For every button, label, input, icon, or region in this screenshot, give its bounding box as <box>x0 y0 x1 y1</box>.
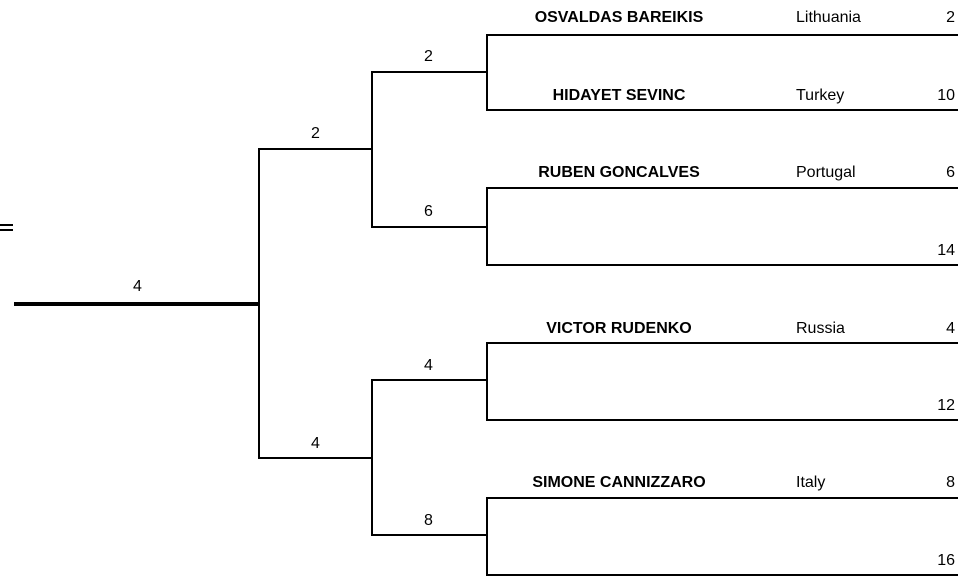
player-name-3: RUBEN GONCALVES <box>538 164 700 181</box>
round3-label-2: 4 <box>311 435 320 452</box>
edge-mark-bottom <box>0 229 13 231</box>
r2-line-2 <box>373 226 488 228</box>
slot-line-7 <box>488 497 958 499</box>
player-country-1: Lithuania <box>796 9 861 26</box>
player-seed-3: 6 <box>946 164 955 181</box>
connector-r1-4 <box>486 497 488 576</box>
round2-label-2: 6 <box>424 203 433 220</box>
r3-line-2 <box>259 457 373 459</box>
player-seed-4: 14 <box>937 242 955 259</box>
final-label: 4 <box>133 278 142 295</box>
player-country-2: Turkey <box>796 87 845 104</box>
r3-line-1 <box>259 148 373 150</box>
edge-mark-top <box>0 224 13 226</box>
slot-line-3 <box>488 187 958 189</box>
connector-r1-3 <box>486 342 488 421</box>
round2-label-3: 4 <box>424 357 433 374</box>
player-name-5: VICTOR RUDENKO <box>546 320 692 337</box>
slot-line-5 <box>488 342 958 344</box>
final-line <box>14 302 260 306</box>
slot-line-6 <box>488 419 958 421</box>
round2-label-4: 8 <box>424 512 433 529</box>
player-seed-5: 4 <box>946 320 955 337</box>
player-country-7: Italy <box>796 474 826 491</box>
r2-line-4 <box>373 534 488 536</box>
slot-line-2 <box>488 109 958 111</box>
r2-line-3 <box>373 379 488 381</box>
round3-label-1: 2 <box>311 125 320 142</box>
round2-label-1: 2 <box>424 48 433 65</box>
player-country-5: Russia <box>796 320 845 337</box>
player-seed-6: 12 <box>937 397 955 414</box>
player-seed-8: 16 <box>937 552 955 569</box>
slot-line-1 <box>488 34 958 36</box>
player-seed-7: 8 <box>946 474 955 491</box>
player-country-3: Portugal <box>796 164 856 181</box>
slot-line-4 <box>488 264 958 266</box>
player-seed-1: 2 <box>946 9 955 26</box>
player-name-2: HIDAYET SEVINC <box>552 87 686 104</box>
player-name-1: OSVALDAS BAREIKIS <box>534 9 704 26</box>
slot-line-8 <box>488 574 958 576</box>
r2-line-1 <box>373 71 488 73</box>
player-seed-2: 10 <box>937 87 955 104</box>
player-name-7: SIMONE CANNIZZARO <box>532 474 706 491</box>
